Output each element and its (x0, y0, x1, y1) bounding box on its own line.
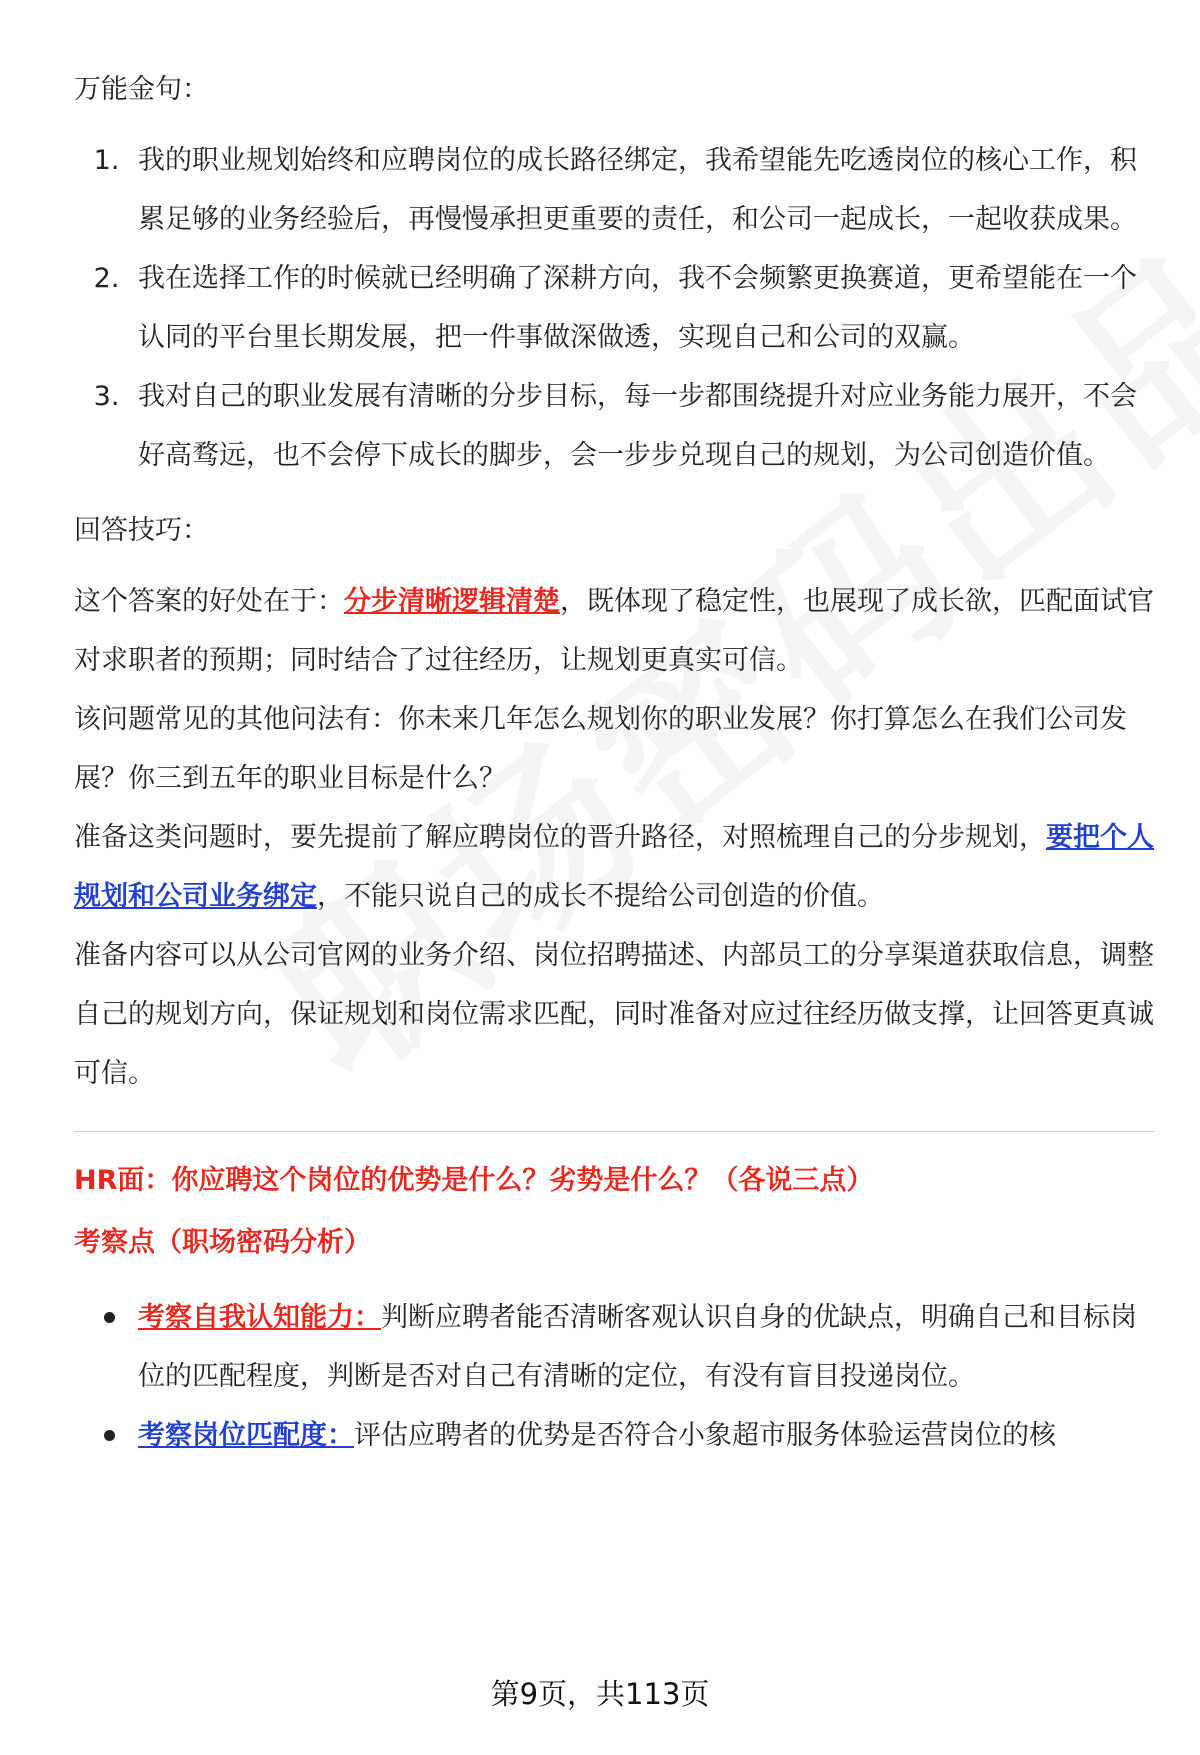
tips-paragraph-4: 准备内容可以从公司官网的业务介绍、岗位招聘描述、内部员工的分享渠道获取信息，调整自己的规划方向，保证规划和岗位需求匹配，同时准备对应过往经历做支撑，让回答更真诚可信。 (74, 940, 1154, 1089)
highlight-text: 分步清晰逻辑清楚 (344, 586, 560, 617)
point-label: 考察自我认知能力： (138, 1302, 381, 1333)
point-text: 评估应聘者的优势是否符合小象超市服务体验运营岗位的核 (354, 1420, 1056, 1451)
tips-title: 回答技巧： (74, 515, 209, 546)
point-label: 考察岗位匹配度： (138, 1420, 354, 1451)
page-number: 第9页，共113页 (490, 1677, 710, 1711)
list-item (128, 1406, 1154, 1465)
exam-points-title: 考察点（职场密码分析） (74, 1227, 371, 1258)
golden-sentences-list (74, 131, 1154, 485)
list-item: 3. 我对自己的职业发展有清晰的分步目标，每一步都围绕提升对应业务能力展开，不会好高骛远，也不会停下成长的脚步，会一步步兑现自己的规划，为公司创造价值。 (128, 367, 1154, 485)
bullet-icon (104, 1430, 115, 1441)
list-item (128, 1288, 1154, 1406)
text-span: 准备这类问题时，要先提前了解应聘岗位的晋升路径，对照梳理自己的分步规划， (74, 822, 1046, 853)
list-item: 1. 我的职业规划始终和应聘岗位的成长路径绑定，我希望能先吃透岗位的核心工作，积累足够的业务经验后，再慢慢承担更重要的责任，和公司一起成长，一起收获成果。 (128, 131, 1154, 249)
tips-paragraph-3 (74, 808, 1154, 926)
exam-points-list (74, 1288, 1154, 1465)
highlight-text: 要把个人规划和公司业务绑定 (74, 822, 1154, 912)
tips-paragraph-2: 该问题常见的其他问法有：你未来几年怎么规划你的职业发展？你打算怎么在我们公司发展？你三到五年的职业目标是什么？ (74, 704, 1127, 794)
section-divider (74, 1131, 1154, 1132)
golden-sentences-title: 万能金句： (74, 74, 209, 105)
list-item: 2. 我在选择工作的时候就已经明确了深耕方向，我不会频繁更换赛道，更希望能在一个认同的平台里长期发展，把一件事做深做透，实现自己和公司的双赢。 (128, 249, 1154, 367)
text-span: ，既体现了稳定性，也展现了成长欲，匹配面试官对求职者的预期；同时结合了过往经历，让规划更真实可信。 (74, 586, 1154, 676)
bullet-icon (104, 1312, 115, 1323)
page-content (74, 50, 1154, 1465)
hr-question-heading: HR面：你应聘这个岗位的优势是什么？劣势是什么？（各说三点） (74, 1165, 874, 1196)
text-span: 这个答案的好处在于： (74, 586, 344, 617)
tips-paragraph-1 (74, 572, 1154, 690)
point-text: 判断应聘者能否清晰客观认识自身的优缺点，明确自己和目标岗位的匹配程度，判断是否对自己有清晰的定位，有没有盲目投递岗位。 (138, 1302, 1137, 1392)
text-span: ，不能只说自己的成长不提给公司创造的价值。 (317, 881, 884, 912)
